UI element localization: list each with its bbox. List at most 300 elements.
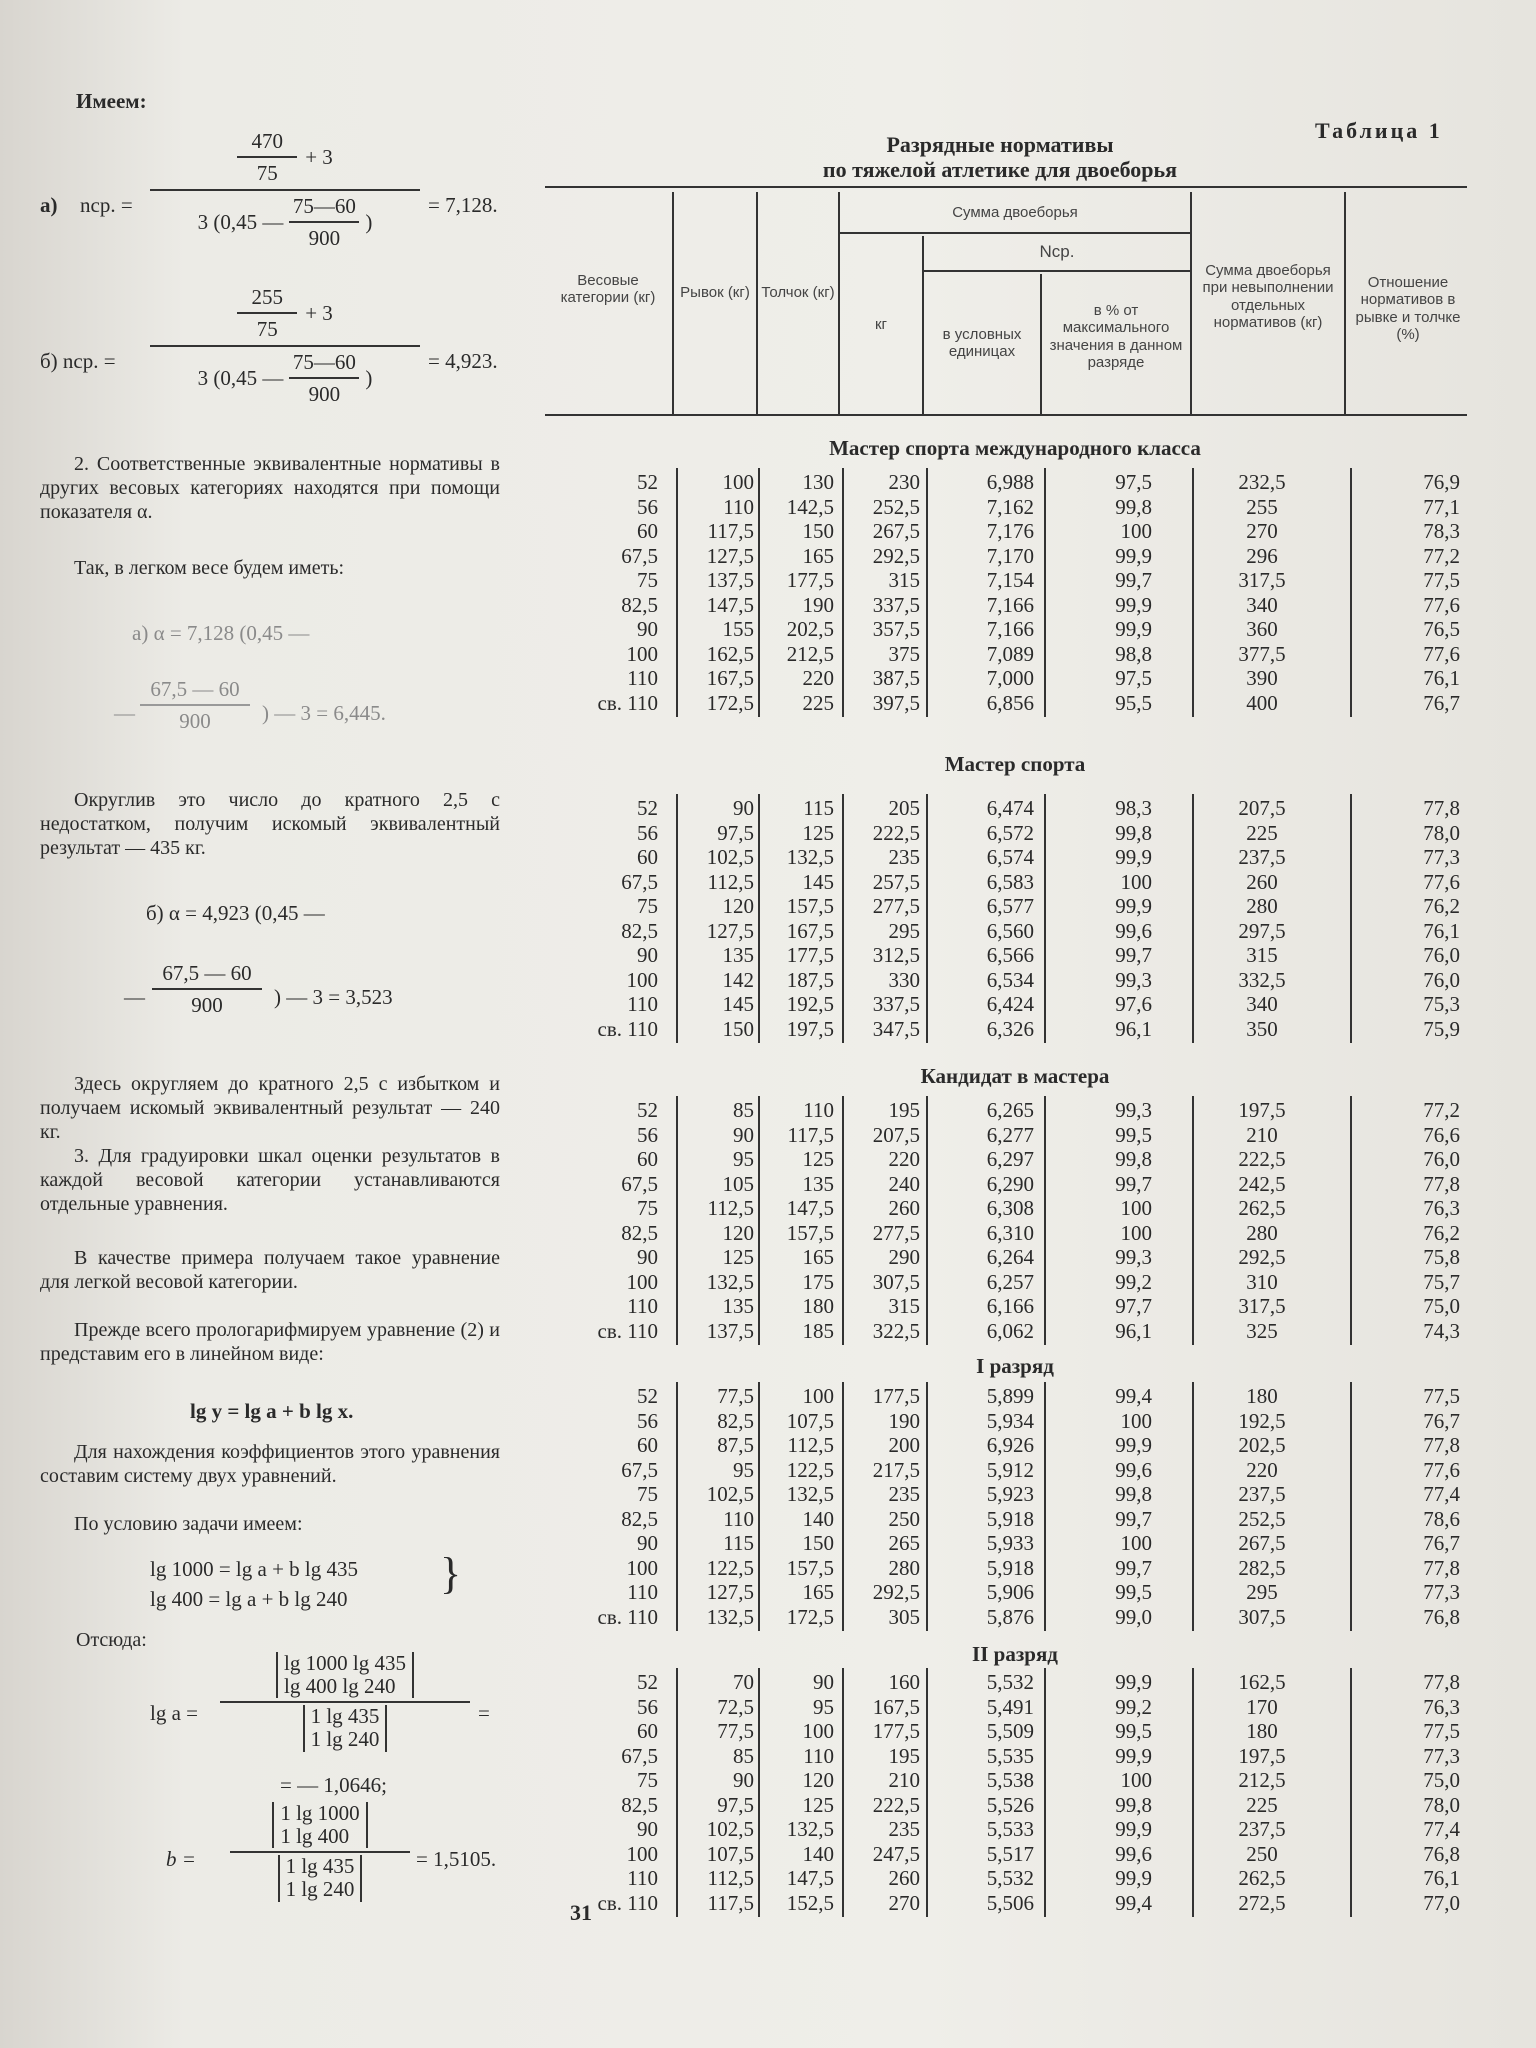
table-cell: 127,5 [706,918,754,943]
table-cell: 56 [637,1122,658,1147]
table-cell: св. 110 [597,690,658,715]
hdr-divider-4 [922,236,924,414]
column-rule [926,1382,928,1631]
b-den-row2: 1 lg 240 [285,1877,355,1902]
table-cell: 5,532 [986,1670,1034,1694]
table-cell: 78,0 [1423,820,1460,845]
table-cell: 67,5 [621,1743,658,1768]
table-cell: 77,1 [1423,494,1460,519]
section-title: I разряд [976,1354,1054,1378]
table-cell: 375 [888,641,920,666]
table-cell: 99,8 [1115,820,1152,845]
paragraph-9: По условию задачи имеем: [74,1513,303,1535]
table-cell: 5,538 [986,1768,1034,1792]
column-cond [944,1098,1034,1343]
column-rule [842,468,844,717]
table-cell: 127,5 [706,1580,754,1604]
table-cell: 397,5 [872,690,920,715]
table-cell: 52 [637,1098,658,1122]
table-cell: 195 [888,1098,920,1122]
table-cell: 172,5 [786,1604,834,1629]
table-cell: 76,3 [1423,1694,1460,1719]
table-cell: 202,5 [1238,1433,1286,1457]
table-cell: 225 [1246,820,1278,845]
table-cell: 132,5 [786,1817,834,1841]
column-weight [548,1670,658,1915]
table-cell: 6,257 [986,1269,1034,1294]
column-weight [548,1098,658,1343]
table-cell: 132,5 [706,1604,754,1629]
eq-d-post: ) — 3 = 3,523 [274,985,393,1009]
paragraph-5: 3. Для градуировки шкал оценки результатов в каждой весовой категории устанавливаются отдельные уравнения. [40,1145,500,1215]
table-cell: 295 [1246,1580,1278,1604]
table-cell: 72,5 [717,1694,754,1719]
column-sum_sep [1212,1098,1312,1343]
table-cell: 347,5 [872,1016,920,1041]
table-cell: 272,5 [1238,1890,1286,1915]
table-cell: 90 [637,617,658,641]
eq-d-top: 67,5 — 60 [162,961,252,985]
table-cell: 95,5 [1115,690,1152,715]
table-cell: 110 [627,666,658,690]
table-cell: 117,5 [707,519,754,543]
paragraph-8: Для нахождения коэффициентов этого уравнения составим систему двух уравнений. [40,1441,500,1487]
table-cell: 77,2 [1423,543,1460,568]
table-cell: 175 [802,1269,834,1294]
paragraph-6: В качестве примера получаем такое уравнение для легкой весовой категории. [40,1247,500,1293]
eq-b-den-post: ) [365,365,373,390]
table-cell: 99,9 [1115,592,1152,617]
eq-b-result: = 4,923. [428,349,498,373]
table-cell: 56 [637,1694,658,1719]
table-cell: 235 [888,1817,920,1841]
table-cell: 76,9 [1423,470,1460,494]
table-cell: 5,506 [986,1890,1034,1915]
header-bottom-rule [545,414,1467,416]
table-cell: 5,923 [986,1482,1034,1506]
table-cell: 96,1 [1115,1318,1152,1343]
table-cell: 6,166 [986,1294,1034,1318]
hdr-weight: Весовые категории (кг) [560,272,656,307]
table-cell: 5,899 [986,1384,1034,1408]
table-cell: 96,1 [1115,1016,1152,1041]
table-cell: 317,5 [1238,568,1286,592]
table-cell: 125 [802,820,834,845]
table-cell: 76,2 [1423,1220,1460,1245]
table-cell: 77,8 [1423,1171,1460,1196]
paragraph-3: Округлив это число до кратного 2,5 с недостатком, получим искомый эквивалентный результат — 435 кг. [40,789,500,859]
table-cell: 297,5 [1238,918,1286,943]
table-cell: 282,5 [1238,1555,1286,1580]
table-cell: 98,8 [1115,641,1152,666]
table-cell: 5,535 [986,1743,1034,1768]
eq-a-den-pre: 3 (0,45 — [197,209,284,234]
table-cell: 165 [802,1245,834,1269]
table-cell: 77,5 [717,1384,754,1408]
column-pct [1060,1384,1152,1629]
ncp-subrule [922,270,1190,272]
column-pct [1060,470,1152,715]
table-cell: 82,5 [717,1408,754,1433]
column-kg [846,796,920,1041]
table-cell: 75 [637,1768,658,1792]
table-cell: 260 [888,1196,920,1220]
table-cell: 99,5 [1115,1719,1152,1743]
column-rule [758,1668,760,1917]
column-rule [1350,1668,1352,1917]
table-cell: 292,5 [1238,1245,1286,1269]
table-cell: 77,8 [1423,1433,1460,1457]
table-cell: 76,1 [1423,666,1460,690]
table-cell: 360 [1246,617,1278,641]
table-cell: 177,5 [872,1719,920,1743]
table-cell: 207,5 [872,1122,920,1147]
table-cell: 237,5 [1238,1817,1286,1841]
table-cell: 162,5 [1238,1670,1286,1694]
table-cell: 100 [802,1719,834,1743]
table-cell: 152,5 [786,1890,834,1915]
b-result: = 1,5105. [416,1847,497,1871]
table-cell: 167,5 [706,666,754,690]
hdr-cond: в условных единицах [942,326,1022,361]
table-cell: 270 [888,1890,920,1915]
eq-b-den-top: 75—60 [292,349,356,374]
column-kg [846,1098,920,1343]
table-cell: 99,8 [1115,1792,1152,1817]
lga-eq-sign: = [478,1701,490,1725]
table-cell: 270 [1246,519,1278,543]
hdr-kg: кг [874,316,888,333]
column-rule [758,468,760,717]
table-cell: 100 [626,967,658,992]
table-cell: 230 [888,470,920,494]
table-cell: 165 [802,1580,834,1604]
column-rule [676,1096,678,1345]
table-cell: 7,166 [986,617,1034,641]
table-cell: 102,5 [706,1482,754,1506]
eq-b-den-bot: 900 [308,381,341,406]
table-cell: 250 [1246,1841,1278,1866]
column-pct [1060,1670,1152,1915]
table-cell: 90 [733,1768,754,1792]
eq-b-lhs: б) nср. = [40,349,116,373]
table-cell: 77,5 [1423,1384,1460,1408]
column-weight [548,470,658,715]
eq-a-lhs: nср. = [80,193,133,217]
table-cell: 75 [637,568,658,592]
table-cell: 135 [722,943,754,967]
table-cell: 95 [733,1457,754,1482]
table-cell: 340 [1246,592,1278,617]
table-cell: 5,906 [986,1580,1034,1604]
table-cell: 310 [1246,1269,1278,1294]
table-cell: 167,5 [786,918,834,943]
table-cell: 6,062 [986,1318,1034,1343]
table-cell: 60 [637,519,658,543]
table-cell: 257,5 [872,869,920,894]
table-cell: 76,5 [1423,617,1460,641]
table-cell: 150 [802,519,834,543]
table-cell: 100 [722,470,754,494]
table-cell: 99,2 [1115,1269,1152,1294]
table-cell: 5,918 [986,1506,1034,1531]
table-cell: 99,6 [1115,918,1152,943]
column-cond [944,1384,1034,1629]
table-cell: 99,7 [1115,1555,1152,1580]
table-cell: 262,5 [1238,1196,1286,1220]
table-cell: 315 [888,568,920,592]
table-cell: 76,8 [1423,1841,1460,1866]
table-cell: 250 [888,1506,920,1531]
table-cell: 85 [733,1098,754,1122]
eq-b-den-pre: 3 (0,45 — [197,365,284,390]
table-cell: 317,5 [1238,1294,1286,1318]
eq-a-den-top: 75—60 [292,193,356,218]
table-cell: 6,277 [986,1122,1034,1147]
table-cell: 217,5 [872,1457,920,1482]
table-cell: 107,5 [706,1841,754,1866]
table-cell: 232,5 [1238,470,1286,494]
table-cell: 75,7 [1423,1269,1460,1294]
table-cell: 6,534 [986,967,1034,992]
column-clean [760,1098,834,1343]
hdr-snatch: Рывок (кг) [680,284,750,301]
table-cell: 6,290 [986,1171,1034,1196]
table-cell: 7,162 [986,494,1034,519]
column-sum_sep [1212,1670,1312,1915]
table-cell: 7,154 [986,568,1034,592]
table-cell: 115 [803,796,834,820]
table-cell: 150 [722,1016,754,1041]
column-sum_sep [1212,470,1312,715]
table-cell: 99,6 [1115,1457,1152,1482]
table-cell: 76,6 [1423,1122,1460,1147]
table-cell: 6,424 [986,992,1034,1016]
table-cell: 5,912 [986,1457,1034,1482]
table-cell: 187,5 [786,967,834,992]
table-cell: 6,560 [986,918,1034,943]
table-cell: 122,5 [786,1457,834,1482]
column-rule [758,794,760,1043]
table-cell: 325 [1246,1318,1278,1343]
table-cell: 377,5 [1238,641,1286,666]
table-cell: 112,5 [707,869,754,894]
table-cell: 6,572 [986,820,1034,845]
table-cell: 277,5 [872,894,920,918]
table-cell: 110 [803,1743,834,1768]
sum-subrule [838,232,1190,234]
section-title: II разряд [972,1642,1058,1666]
table-cell: 165 [802,543,834,568]
header-top-rule [545,186,1467,188]
column-rule [1350,468,1352,717]
table-cell: 180 [1246,1384,1278,1408]
table-cell: 5,918 [986,1555,1034,1580]
hdr-divider-5 [1040,274,1042,414]
table-cell: 100 [626,1841,658,1866]
column-rule [676,1382,678,1631]
table-cell: 177,5 [786,568,834,592]
table-cell: 222,5 [872,1792,920,1817]
table-cell: 99,7 [1115,1506,1152,1531]
paragraph-4: Здесь округляем до кратного 2,5 с избытком и получаем искомый эквивалентный результат — 240 кг. [40,1073,500,1143]
lga-den-row2: 1 lg 240 [310,1727,380,1752]
section-title: Мастер спорта [944,752,1086,776]
table-cell: 140 [802,1506,834,1531]
table-cell: 295 [888,918,920,943]
table-cell: 76,0 [1423,1147,1460,1171]
table-cell: 77,3 [1423,1580,1460,1604]
column-rule [926,794,928,1043]
column-weight [548,796,658,1041]
table-cell: 97,5 [1115,666,1152,690]
table-cell: 56 [637,1408,658,1433]
table-cell: 100 [626,641,658,666]
eq-c-post: ) — 3 = 6,445. [262,701,386,725]
table-cell: 67,5 [621,1171,658,1196]
table-cell: 110 [627,1580,658,1604]
table-cell: 195 [888,1743,920,1768]
table-cell: 110 [627,1866,658,1890]
table-cell: 185 [802,1318,834,1343]
table-cell: 75,0 [1423,1768,1460,1792]
table-cell: 76,1 [1423,918,1460,943]
system-eq-1: lg 1000 = lg a + b lg 435 [150,1557,359,1581]
column-rule [842,1668,844,1917]
table-cell: 99,9 [1115,1817,1152,1841]
table-cell: 357,5 [872,617,920,641]
table-cell: 190 [802,592,834,617]
table-cell: 180 [1246,1719,1278,1743]
system-eq-2: lg 400 = lg a + b lg 240 [150,1587,348,1611]
table-cell: 102,5 [706,1817,754,1841]
table-cell: 77,8 [1423,1670,1460,1694]
column-ratio [1360,796,1460,1041]
table-cell: 220 [802,666,834,690]
b-num-row1: 1 lg 1000 [280,1801,360,1825]
column-snatch [680,1384,754,1629]
hdr-clean: Толчок (кг) [761,284,835,301]
table-cell: 267,5 [872,519,920,543]
table-cell: 99,4 [1115,1384,1152,1408]
hdr-divider-2 [756,192,758,414]
eq-d-bot: 900 [191,993,223,1018]
table-cell: 322,5 [872,1318,920,1343]
table-cell: 90 [733,796,754,820]
column-rule [1192,1668,1194,1917]
table-cell: 77,6 [1423,641,1460,666]
eq-d-line1: б) α = 4,923 (0,45 — [146,901,325,925]
table-cell: 77,2 [1423,1098,1460,1122]
table-cell: 307,5 [872,1269,920,1294]
lga-num-row1: lg 1000 lg 435 [284,1651,406,1675]
table-cell: 125 [722,1245,754,1269]
column-rule [1350,794,1352,1043]
table-cell: 197,5 [1238,1743,1286,1768]
column-rule [1044,1096,1046,1345]
table-cell: 147,5 [786,1866,834,1890]
table-cell: 145 [802,869,834,894]
table-cell: 6,988 [986,470,1034,494]
table-cell: 95 [733,1147,754,1171]
table-cell: 337,5 [872,992,920,1016]
column-sum_sep [1212,796,1312,1041]
table-cell: 99,8 [1115,494,1152,519]
table-cell: 75,9 [1423,1016,1460,1041]
table-cell: 5,532 [986,1866,1034,1890]
column-clean [760,1670,834,1915]
table-cell: 112,5 [787,1433,834,1457]
table-cell: 400 [1246,690,1278,715]
table-title-line1: Разрядные нормативы [886,132,1114,157]
column-clean [760,1384,834,1629]
column-cond [944,796,1034,1041]
table-cell: 78,0 [1423,1792,1460,1817]
table-cell: 76,1 [1423,1866,1460,1890]
table-cell: 110 [627,992,658,1016]
table-cell: 110 [723,1506,754,1531]
table-cell: 135 [802,1171,834,1196]
hdr-ratio: Отношение нормативов в рывке и толчке (%) [1355,274,1461,343]
eq-a-den-post: ) [365,209,373,234]
table-cell: 99,9 [1115,894,1152,918]
b-den-row1: 1 lg 435 [285,1854,355,1879]
table-cell: 5,526 [986,1792,1034,1817]
table-cell: 112,5 [707,1866,754,1890]
eq-d-fraction [152,960,262,1019]
table-cell: 99,7 [1115,943,1152,967]
table-cell: 99,9 [1115,1670,1152,1694]
table-cell: 52 [637,1670,658,1694]
b-num-row2: 1 lg 400 [280,1824,350,1849]
table-cell: 76,7 [1423,690,1460,715]
column-clean [760,796,834,1041]
table-cell: 6,265 [986,1098,1034,1122]
column-snatch [680,470,754,715]
table-cell: 77,5 [717,1719,754,1743]
column-kg [846,1670,920,1915]
table-cell: 77,4 [1423,1817,1460,1841]
table-cell: 280 [1246,1220,1278,1245]
table-cell: 190 [888,1408,920,1433]
table-cell: 110 [723,494,754,519]
table-cell: 5,533 [986,1817,1034,1841]
table-cell: 120 [802,1768,834,1792]
table-cell: 99,9 [1115,1433,1152,1457]
table-cell: 100 [1120,1408,1152,1433]
b-fraction [230,1802,410,1903]
table-cell: 75 [637,894,658,918]
table-cell: 82,5 [621,592,658,617]
column-rule [1044,1382,1046,1631]
table-cell: 74,3 [1423,1318,1460,1343]
eq-a-num-add: + 3 [305,145,333,170]
hdr-sum-sep: Сумма двоеборья при невыполнении отдельных нормативов (кг) [1202,262,1334,331]
table-cell: 157,5 [786,1220,834,1245]
table-cell: 115 [723,1531,754,1555]
table-cell: 222,5 [1238,1147,1286,1171]
table-cell: 315 [1246,943,1278,967]
table-cell: 132,5 [786,1482,834,1506]
eq-b-num-bot: 75 [256,317,278,342]
table-title-line2: по тяжелой атлетике для двоеборья [822,157,1178,183]
table-cell: 99,9 [1115,543,1152,568]
table-cell: 137,5 [706,568,754,592]
table-cell: 100 [1120,1196,1152,1220]
table-cell: 237,5 [1238,1482,1286,1506]
table-cell: 296 [1246,543,1278,568]
table-cell: 99,7 [1115,1171,1152,1196]
